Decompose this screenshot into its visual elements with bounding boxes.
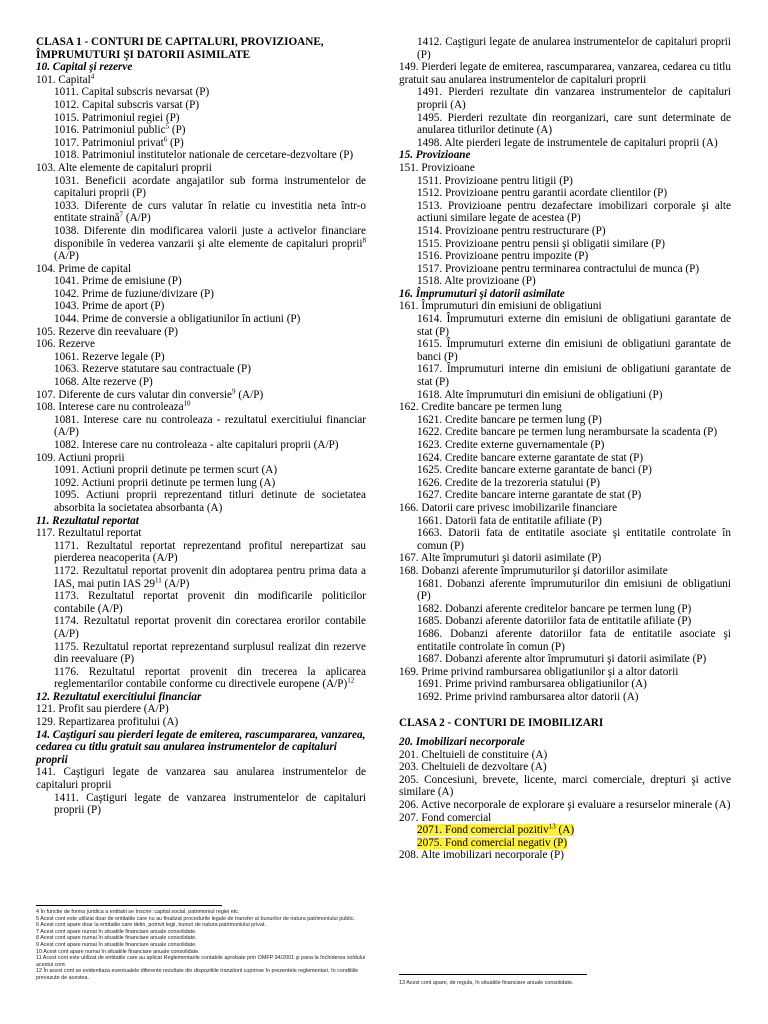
account-item <box>399 615 731 628</box>
entry-text: 166. Datorii care privesc imobilizarile financiare <box>399 501 618 514</box>
entry-text: 1625. Credite bancare externe garantate de banci (P) <box>417 464 652 477</box>
account-item <box>36 112 366 125</box>
entry-text: 149. Pierderi legate de emiterea, rascumpararea, vanzarea, cedarea cu titlu gratuit sau anularea instrumentelor de capitaluri proprii <box>399 61 732 86</box>
entry-text: 1171. Rezultatul reportat reprezentand profitul nerepartizat sau pierderea neacoperita (A/P) <box>54 539 366 565</box>
footnote-ref: 13 <box>548 822 556 831</box>
account-item <box>399 200 731 225</box>
account-item <box>399 414 731 427</box>
entry-text: 1511. Provizioane pentru litigii (P) <box>417 174 573 187</box>
entry-text: 101. Capital <box>36 73 91 86</box>
entry-text: 1686. Dobanzi aferente datoriilor fata de entitatile asociate şi entitatile controlate în comun (P) <box>417 627 731 653</box>
account-item <box>399 439 731 452</box>
section-heading <box>399 736 731 749</box>
account-item <box>399 187 731 200</box>
entry-text: 1661. Datorii fata de entitatile afiliate (P) <box>417 514 602 527</box>
account-item <box>399 112 731 137</box>
entry-text: 168. Dobanzi aferente împrumuturilor şi datoriilor asimilate <box>399 564 668 577</box>
entry-text: 207. Fond comercial <box>399 811 492 824</box>
footnote-ref: 7 <box>119 210 124 219</box>
footnote-ref: 8 <box>362 235 366 244</box>
footnote: 11 Acest cont este utilizat de entitatile care au aplicat Reglementarile contabile aprobate prin OMFP 94/2001 şi pana la închiderea soldului acestui cont. <box>36 955 366 968</box>
account-item <box>36 414 366 439</box>
account-item <box>36 275 366 288</box>
entry-text: 1011. Capital subscris nevarsat (P) <box>54 86 210 99</box>
section-heading <box>399 288 731 301</box>
account-item <box>399 603 731 616</box>
entry-text: 151. Provizioane <box>399 161 475 174</box>
account-group <box>399 799 731 812</box>
account-item <box>399 837 731 850</box>
account-item <box>399 86 731 111</box>
footnote-ref: 6 <box>163 135 168 144</box>
footnote-ref: 10 <box>183 399 191 408</box>
account-item <box>399 464 731 477</box>
footnote: 7 Acest cont apare numai în situatiile financiare anuale consolidate. <box>36 928 197 935</box>
account-item <box>36 351 366 364</box>
entry-text: CLASA 1 - CONTURI DE CAPITALURI, PROVIZIOANE, ÎMPRUMUTURI ŞI DATORII ASIMILATE <box>36 36 324 61</box>
account-group <box>36 703 366 716</box>
entry-text: 12. Rezultatul exercitiului financiar <box>36 690 202 703</box>
account-item <box>399 452 731 465</box>
entry-text: 103. Alte elemente de capitaluri proprii <box>36 161 212 174</box>
footnote-ref: 12 <box>347 676 355 685</box>
entry-text: 1691. Prime privind rambursarea obligatiunilor (A) <box>417 678 647 691</box>
account-item <box>399 678 731 691</box>
entry-text: 1091. Actiuni proprii detinute pe termen scurt (A) <box>54 464 278 477</box>
entry-text: 1176. Rezultatul reportat provenit din trecerea la aplicarea reglementarilor contabile conforme cu directivele europene (A/P) <box>54 665 366 691</box>
account-group <box>36 386 366 402</box>
entry-text: 206. Active necorporale de explorare şi evaluare a resurselor minerale (A) <box>399 799 731 812</box>
account-group <box>399 162 731 175</box>
entry-text: 1068. Alte rezerve (P) <box>54 376 153 389</box>
entry-text: 105. Rezerve din reevaluare (P) <box>36 325 178 338</box>
account-group <box>36 527 366 540</box>
account-item <box>399 263 731 276</box>
account-item <box>36 288 366 301</box>
entry-text: 1617. Împrumuturi interne din emisiuni de obligatiuni garantate de stat (P) <box>417 363 731 389</box>
account-group <box>399 761 731 774</box>
account-group <box>399 300 731 313</box>
entry-text: 203. Cheltuieli de dezvoltare (A) <box>399 761 547 774</box>
footnote-divider-left <box>36 905 222 906</box>
account-group <box>36 716 366 729</box>
entry-text: 1015. Patrimoniul regiei (P) <box>54 111 180 124</box>
entry-text: 108. Interese care nu controleaza <box>36 401 184 414</box>
account-item <box>399 426 731 439</box>
account-group <box>36 263 366 276</box>
entry-text: 1172. Rezultatul reportat provenit din adoptarea pentru prima data a IAS, mai putin IAS 29 <box>54 564 366 590</box>
entry-text: 1515. Provizioane pentru pensii şi obligatii similare (P) <box>417 237 665 250</box>
entry-suffix: (A/P) <box>123 212 151 225</box>
entry-text: 141. Caştiguri legate de vanzarea sau anularea instrumentelor de capitaluri proprii <box>36 766 366 792</box>
entry-text: 121. Profit sau pierdere (A/P) <box>36 703 169 716</box>
entry-text: 1017. Patrimoniul privat <box>54 136 164 149</box>
entry-text: 1044. Prime de conversie a obligatiunilor în actiuni (P) <box>54 313 301 326</box>
account-item <box>36 464 366 477</box>
account-item <box>36 792 366 817</box>
entry-text: 1175. Rezultatul reportat reprezentand surplusul realizat din rezerve din reevaluare (P) <box>54 640 366 666</box>
account-item <box>36 376 366 389</box>
entry-text: 1513. Provizioane pentru dezafectare imobilizari corporale şi alte actiuni similare legate de acestea (P) <box>417 199 731 225</box>
entry-text: 1498. Alte pierderi legate de instrumentele de capitaluri proprii (A) <box>417 136 718 149</box>
entry-text: 1685. Dobanzi aferente datoriilor fata de entitatile afiliate (P) <box>417 615 692 628</box>
entry-text: 1681. Dobanzi aferente împrumuturilor din emisiuni de obligatiuni (P) <box>417 577 731 603</box>
entry-text: 1615. Împrumuturi externe din emisiuni de obligatiuni garantate de banci (P) <box>417 338 731 363</box>
account-group <box>399 502 731 515</box>
account-group <box>399 401 731 414</box>
account-item <box>36 200 366 225</box>
account-item <box>399 313 731 338</box>
entry-text: 2071. Fond comercial pozitiv <box>417 824 549 837</box>
account-group <box>399 812 731 825</box>
entry-text: 14. Caştiguri sau pierderi legate de emiterea, rascumpararea, vanzarea, cedarea cu titlu gratuit sau anularea instrumentelor de capitaluri proprii <box>36 728 366 766</box>
section-heading <box>36 691 366 704</box>
section-heading <box>36 61 366 74</box>
entry-text: 1082. Interese care nu controleaza - alte capitaluri proprii (A/P) <box>54 439 339 451</box>
right-column <box>399 36 731 862</box>
account-item <box>36 439 366 452</box>
highlighted-text <box>417 824 574 836</box>
account-item <box>36 477 366 490</box>
account-item <box>36 565 366 590</box>
account-item <box>36 540 366 565</box>
entry-text: 106. Rezerve <box>36 338 96 351</box>
account-group <box>36 338 366 351</box>
entry-text: 201. Cheltuieli de constituire (A) <box>399 748 548 761</box>
footnote-ref: 5 <box>165 122 170 131</box>
entry-text: 1687. Dobanzi aferente altor împrumuturi şi datorii asimilate (P) <box>417 653 707 666</box>
entry-text: 1033. Diferente de curs valutar în relatie cu investitia neta într-o entitate straină <box>54 199 366 225</box>
entry-text: 15. Provizioane <box>399 149 471 162</box>
entry-text: 1626. Credite de la trezoreria statului (P) <box>417 476 600 489</box>
entry-suffix: (A/P) <box>235 388 264 401</box>
footnote: 8 Acest cont apare numai în situatiile financiare anuale consolidate. <box>36 935 197 942</box>
entry-text: 1411. Caştiguri legate de vanzarea instrumentelor de capitaluri proprii (P) <box>54 791 366 817</box>
entry-text: 208. Alte imobilizari necorporale (P) <box>399 849 564 862</box>
account-item <box>36 363 366 376</box>
account-group <box>399 849 731 862</box>
account-item <box>36 149 366 162</box>
account-item <box>36 489 366 514</box>
entry-text: 1623. Credite externe guvernamentale (P) <box>417 439 605 451</box>
entry-suffix: (A/P) <box>161 577 190 590</box>
account-group <box>36 326 366 339</box>
account-item <box>399 338 731 363</box>
account-item <box>399 578 731 603</box>
account-group <box>36 452 366 465</box>
footnotes-left <box>36 909 366 982</box>
footnote-ref: 9 <box>232 386 236 395</box>
entry-text: 1514. Provizioane pentru restructurare (P) <box>417 224 606 237</box>
footnote-ref: 11 <box>155 575 162 584</box>
account-item <box>36 86 366 99</box>
entry-text: 1618. Alte împrumuturi din emisiuni de obligatiuni (P) <box>417 388 663 401</box>
entry-text: 1043. Prime de aport (P) <box>54 300 165 313</box>
entry-text: 1038. Diferente din modificarea valorii juste a activelor financiare disponibile în vederea vanzarii şi alte elemente de capitaluri proprii <box>54 224 366 250</box>
account-item <box>399 175 731 188</box>
footnote: 10 Acest cont apare numai în situatiile financiare anuale consolidate. <box>36 948 200 955</box>
entry-text: 1012. Capital subscris varsat (P) <box>54 98 200 111</box>
footnotes-right <box>399 980 731 987</box>
account-item <box>36 615 366 640</box>
entry-suffix: (A) <box>555 824 575 837</box>
account-item <box>399 363 731 388</box>
entry-text: 1682. Dobanzi aferente creditelor bancare pe termen lung (P) <box>417 602 692 615</box>
footnote-divider-right <box>399 974 587 975</box>
account-group <box>36 162 366 175</box>
account-group <box>399 61 731 86</box>
entry-text: 129. Repartizarea profitului (A) <box>36 716 179 729</box>
account-item <box>399 824 731 837</box>
footnote-ref: 4 <box>90 72 95 81</box>
account-item <box>399 137 731 150</box>
entry-text: 169. Prime privind rambursarea obligatiunilor şi a altor datorii <box>399 665 679 678</box>
account-group <box>399 666 731 679</box>
account-item <box>399 36 731 61</box>
account-group <box>399 749 731 762</box>
entry-text: 1512. Provizioane pentru garantii acordate clientilor (P) <box>417 187 668 200</box>
entry-text: 1174. Rezultatul reportat provenit din corectarea erorilor contabile (A/P) <box>54 615 366 640</box>
account-item <box>399 653 731 666</box>
account-item <box>399 250 731 263</box>
entry-text: 1081. Interese care nu controleaza - rezultatul exercitiului financiar (A/P) <box>54 413 366 439</box>
account-item <box>36 175 366 200</box>
account-item <box>399 389 731 402</box>
entry-text: 205. Concesiuni, brevete, licente, marci comerciale, drepturi şi active similare (A) <box>399 773 731 799</box>
account-item <box>399 489 731 502</box>
entry-text: 1041. Prime de emisiune (P) <box>54 275 182 288</box>
entry-text: 1061. Rezerve legale (P) <box>54 350 165 363</box>
entry-text: 1516. Provizioane pentru impozite (P) <box>417 250 589 263</box>
entry-text: 1692. Prime privind rambursarea altor datorii (A) <box>417 690 639 703</box>
account-group <box>36 766 366 791</box>
entry-suffix: (P) <box>169 124 186 137</box>
footnote: 6 Acest cont apare doar la entitatile care detin, potrivit legii, bunuri de natura patrimoniului privat. <box>36 922 266 929</box>
entry-text: 117. Rezultatul reportat <box>36 527 142 540</box>
entry-text: 1095. Actiuni proprii reprezentand titluri detinute de societatea absorbita la societatea absorbanta (A) <box>54 489 366 514</box>
entry-text: 1622. Credite bancare pe termen lung nerambursate la scadenta (P) <box>417 426 718 439</box>
entry-text: 1031. Beneficii acordate angajatilor sub forma instrumentelor de capitaluri proprii (P) <box>54 174 366 200</box>
footnote: 13 Acest cont apare, de regula, în situatiile financiare anuale consolidate. <box>399 980 574 986</box>
account-item <box>36 225 366 263</box>
footnote: 4 În functie de forma juridica a entitatii se înscrie: capital social, patrimoniul regiei etc. <box>36 909 240 915</box>
entry-text: 1016. Patrimoniul public <box>54 124 166 137</box>
entry-text: 1495. Pierderi rezultate din reorganizari, care sunt determinate de anularea titlurilor detinute (A) <box>417 111 731 137</box>
highlighted-text <box>417 837 567 849</box>
account-group <box>36 401 366 414</box>
account-item <box>36 124 366 137</box>
entry-suffix: (P) <box>167 136 184 149</box>
account-item <box>399 477 731 490</box>
entry-text: 2075. Fond comercial negativ (P) <box>417 836 568 849</box>
entry-text: 1663. Datorii fata de entitatile asociate şi entitatile controlate în comun (P) <box>417 527 731 552</box>
account-item <box>399 691 731 704</box>
entry-text: 1173. Rezultatul reportat provenit din modificarile politicilor contabile (A/P) <box>54 590 366 615</box>
entry-text: 1092. Actiuni proprii detinute pe termen lung (A) <box>54 476 276 489</box>
section-heading <box>399 149 731 162</box>
account-item <box>36 137 366 150</box>
account-group <box>399 565 731 578</box>
footnote: 5 Acest cont este utilizat doar de entitatile care nu au finalizat procedurile legale de transfer al bunurilor de natura patrimoniului public. <box>36 915 355 922</box>
entry-text: 161. Împrumuturi din emisiuni de obligatiuni <box>399 300 602 313</box>
entry-text: 1614. Împrumuturi externe din emisiuni de obligatiuni garantate de stat (P) <box>417 313 731 338</box>
footnote: 9 Acest cont apare numai în situatiile financiare anuale consolidate. <box>36 941 197 948</box>
account-item <box>36 300 366 313</box>
entry-text: 11. Rezultatul reportat <box>36 514 139 527</box>
entry-text: 1412. Caştiguri legate de anularea instrumentelor de capitaluri proprii (P) <box>417 36 731 61</box>
section-heading <box>36 515 366 528</box>
entry-text: 107. Diferente de curs valutar din conversie <box>36 388 233 401</box>
account-item <box>399 527 731 552</box>
account-item <box>36 313 366 326</box>
entry-text: 1517. Provizioane pentru terminarea contractului de munca (P) <box>417 262 700 275</box>
account-group <box>399 774 731 799</box>
entry-text: 162. Credite bancare pe termen lung <box>399 401 562 414</box>
entry-text: 1018. Patrimoniul institutelor nationale de cercetare-dezvoltare (P) <box>54 149 354 162</box>
class-heading <box>399 717 731 730</box>
section-heading <box>36 729 366 767</box>
entry-suffix: (A/P) <box>54 250 79 263</box>
entry-text: 1491. Pierderi rezultate din vanzarea instrumentelor de capitaluri proprii (A) <box>417 86 731 111</box>
entry-text: 104. Prime de capital <box>36 262 132 275</box>
entry-text: CLASA 2 - CONTURI DE IMOBILIZARI <box>399 717 604 730</box>
account-item <box>399 515 731 528</box>
account-item <box>36 99 366 112</box>
left-column <box>36 36 366 817</box>
footnote: 12 În acest cont se evidentiaza eventualele diferente rezultate din dispozitiile tranzitorii cuprinse în prezentele reglementari, în conditiile prevazute de acestea. <box>36 968 359 981</box>
account-item <box>36 590 366 615</box>
account-group <box>36 74 366 87</box>
entry-text: 1063. Rezerve statutare sau contractuale (P) <box>54 363 251 376</box>
account-item <box>36 641 366 666</box>
entry-text: 1624. Credite bancare externe garantate de stat (P) <box>417 451 644 464</box>
account-item <box>399 628 731 653</box>
entry-text: 20. Imobilizari necorporale <box>399 736 525 749</box>
entry-text: 1042. Prime de fuziune/divizare (P) <box>54 287 214 300</box>
entry-text: 10. Capital şi rezerve <box>36 61 133 74</box>
entry-text: 1627. Credite bancare interne garantate de stat (P) <box>417 489 642 502</box>
account-item <box>36 666 366 691</box>
entry-text: 109. Actiuni proprii <box>36 451 125 464</box>
entry-text: 167. Alte împrumuturi şi datorii asimilate (P) <box>399 552 602 565</box>
account-item <box>399 238 731 251</box>
class-heading <box>36 36 366 61</box>
entry-text: 1518. Alte provizioane (P) <box>417 275 536 288</box>
entry-text: 16. Împrumuturi şi datorii asimilate <box>399 287 565 300</box>
account-item <box>399 275 731 288</box>
entry-text: 1621. Credite bancare pe termen lung (P) <box>417 413 602 426</box>
account-item <box>399 225 731 238</box>
account-group <box>399 552 731 565</box>
